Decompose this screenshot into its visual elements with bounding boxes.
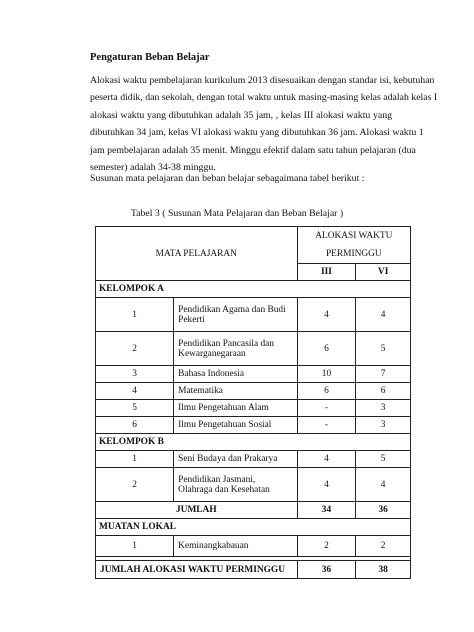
subject-line: Kewarganegaraan	[178, 348, 246, 359]
subject-line: Olahraga dan Kesehatan	[178, 484, 270, 495]
subject-cell	[174, 332, 297, 366]
subject-cell	[174, 298, 297, 332]
subject-cell: Keminangkabauan	[174, 536, 297, 557]
subject-line: Pendidikan Agama dan Budi	[178, 304, 286, 315]
row-number: 6	[96, 417, 174, 434]
value-iii: 6	[297, 383, 356, 400]
row-number: 2	[96, 468, 174, 502]
group-b-label: KELOMPOK B	[96, 434, 411, 451]
header-alloc-line2: PERMINGGU	[325, 249, 382, 259]
paragraph-line: semester) adalah 34-38 minggu.	[90, 162, 216, 174]
value-iii: 4	[297, 468, 356, 502]
total-vi: 36	[356, 502, 411, 519]
grand-total-vi: 38	[356, 561, 411, 579]
grand-total-row	[96, 561, 411, 579]
value-vi: 2	[356, 536, 411, 557]
section-heading: Pengaturan Beban Belajar	[90, 52, 210, 63]
value-vi: 4	[356, 298, 411, 332]
grand-total-iii: 36	[297, 561, 356, 579]
header-alloc-line1: ALOKASI WAKTU	[315, 231, 393, 241]
row-number: 2	[96, 332, 174, 366]
table-caption: Tabel 3 ( Susunan Mata Pelajaran dan Beban Belajar )	[130, 208, 344, 219]
total-label: JUMLAH	[96, 502, 298, 519]
subject-cell	[174, 468, 297, 502]
row-number: 3	[96, 366, 174, 383]
group-row	[96, 519, 411, 536]
table-header-row	[96, 227, 411, 264]
value-iii: 4	[297, 451, 356, 468]
paragraph-line: alokasi waktu yang dibutuhkan adalah 35 jam, , kelas III alokasi waktu yang	[90, 109, 392, 121]
value-vi: 3	[356, 417, 411, 434]
row-number: 1	[96, 451, 174, 468]
subject-line: Pekerti	[178, 314, 205, 325]
subject-cell: Ilmu Pengetahuan Sosial	[174, 417, 297, 434]
table-row	[96, 332, 411, 366]
header-class-vi: VI	[356, 264, 411, 281]
header-allocation	[297, 227, 410, 264]
subject-load-table	[95, 226, 411, 579]
group-row	[96, 281, 411, 298]
subject-cell: Ilmu Pengetahuan Alam	[174, 400, 297, 417]
value-iii: 2	[297, 536, 356, 557]
local-content-label: MUATAN LOKAL	[96, 519, 411, 536]
row-number: 4	[96, 383, 174, 400]
value-vi: 5	[356, 332, 411, 366]
value-iii: 4	[297, 298, 356, 332]
total-iii: 34	[297, 502, 356, 519]
value-iii: -	[297, 417, 356, 434]
table-row	[96, 383, 411, 400]
value-iii: 6	[297, 332, 356, 366]
row-number: 1	[96, 298, 174, 332]
table-row	[96, 366, 411, 383]
subject-line: Pendidikan Jasmani,	[178, 474, 256, 485]
table-intro-note: Susunan mata pelajaran dan beban belajar sebagaimana tabel berikut :	[90, 173, 365, 184]
body-paragraph	[90, 72, 438, 176]
table-row	[96, 400, 411, 417]
value-iii: -	[297, 400, 356, 417]
value-vi: 3	[356, 400, 411, 417]
paragraph-line: Alokasi waktu pembelajaran kurikulum 2013 disesuaikan dengan standar isi, kebutuhan	[90, 75, 435, 86]
header-subject: MATA PELAJARAN	[96, 227, 298, 281]
value-vi: 5	[356, 451, 411, 468]
group-row	[96, 434, 411, 451]
grand-total-label: JUMLAH ALOKASI WAKTU PERMINGGU	[96, 561, 298, 579]
paragraph-line: dibutuhkan 34 jam, kelas VI alokasi waktu yang dibutuhkan 36 jam. Alokasi waktu 1	[90, 127, 424, 139]
header-class-iii: III	[297, 264, 356, 281]
value-vi: 4	[356, 468, 411, 502]
subject-cell: Bahasa Indonesia	[174, 366, 297, 383]
table-row	[96, 451, 411, 468]
row-number: 5	[96, 400, 174, 417]
value-vi: 7	[356, 366, 411, 383]
subject-cell: Seni Budaya dan Prakarya	[174, 451, 297, 468]
subject-line: Pendidikan Pancasila dan	[178, 338, 274, 349]
table-row	[96, 417, 411, 434]
paragraph-line: jam pembelajaran adalah 35 menit. Minggu efektif dalam satu tahun pelajaran (dua	[90, 144, 416, 156]
subject-cell: Matematika	[174, 383, 297, 400]
value-vi: 6	[356, 383, 411, 400]
group-a-label: KELOMPOK A	[96, 281, 411, 298]
table-row	[96, 298, 411, 332]
paragraph-line: peserta didik, dan sekolah, dengan total waktu untuk masing-masing kelas adalah kelas I	[90, 92, 438, 104]
total-row	[96, 502, 411, 519]
value-iii: 10	[297, 366, 356, 383]
table-row	[96, 468, 411, 502]
table-row	[96, 536, 411, 557]
row-number: 1	[96, 536, 174, 557]
